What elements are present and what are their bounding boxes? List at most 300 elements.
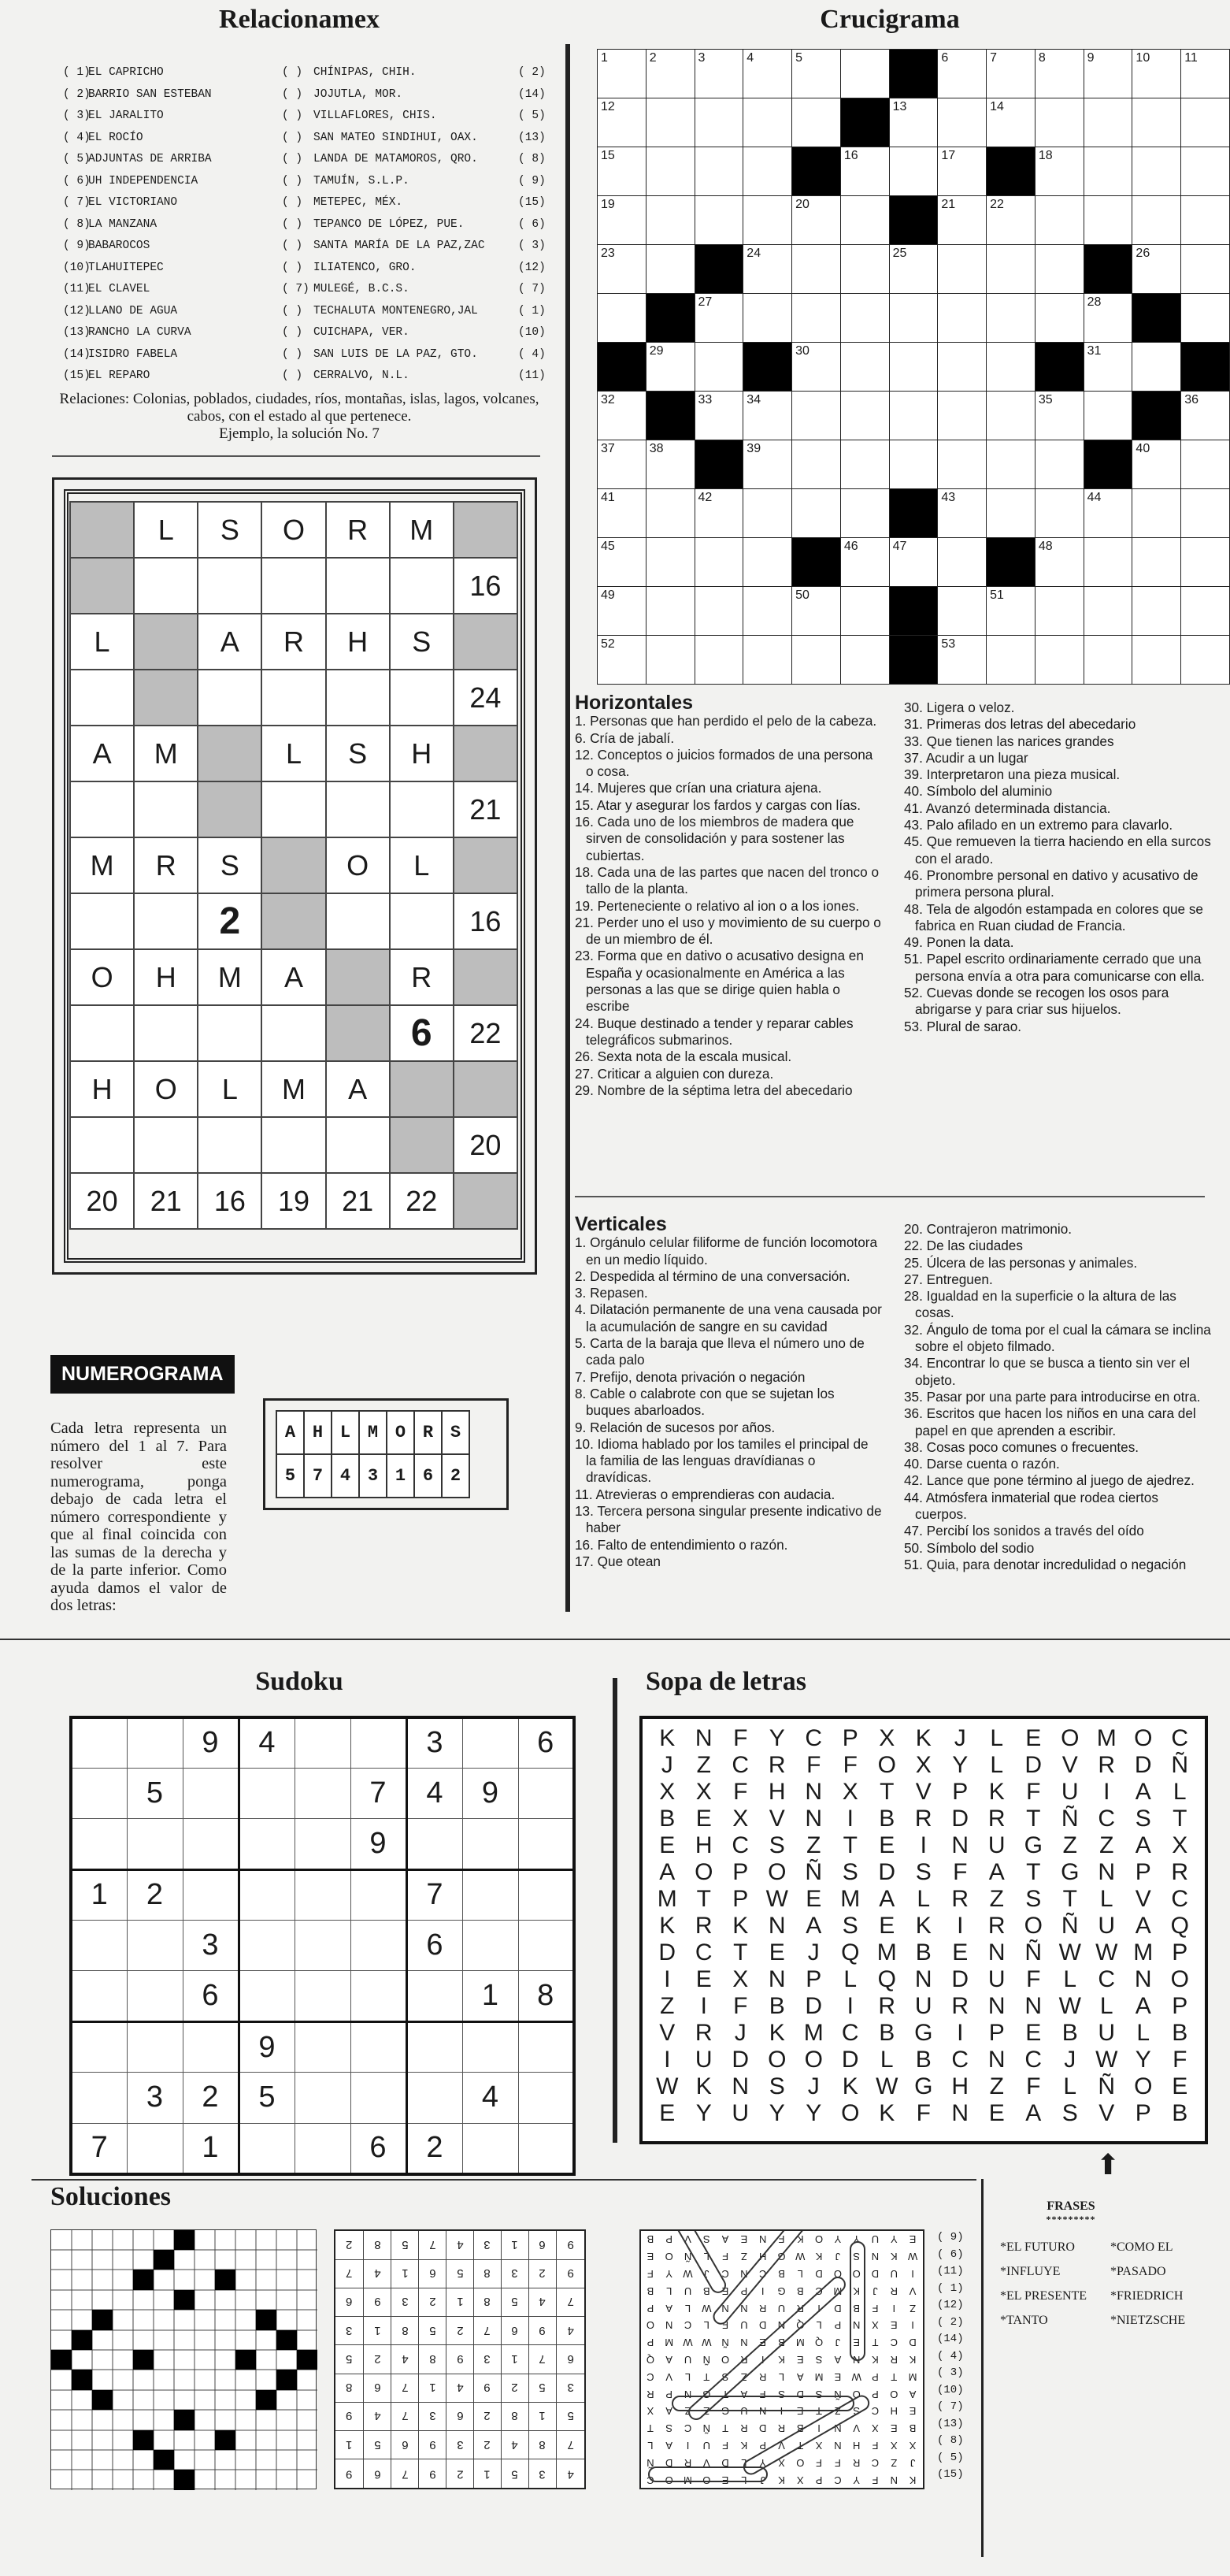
crossword-cell[interactable] [1035, 98, 1084, 147]
wordsearch-letter[interactable]: U [732, 2100, 750, 2126]
wordsearch-letter[interactable]: K [695, 2073, 712, 2099]
crossword-cell[interactable] [792, 245, 841, 294]
wordsearch-letter[interactable]: Q [877, 1966, 896, 1992]
wordsearch-letter[interactable]: C [951, 2047, 969, 2073]
wordsearch-letter[interactable]: L [1173, 1779, 1187, 1805]
sudoku-cell[interactable] [295, 1768, 350, 1818]
sudoku-grid[interactable] [69, 1716, 576, 2176]
crossword-cell[interactable]: 8 [1035, 50, 1084, 98]
crossword-cell[interactable] [1132, 343, 1181, 392]
wordsearch-letter[interactable]: X [732, 1806, 749, 1832]
wordsearch-letter[interactable]: Y [952, 1752, 969, 1778]
wordsearch-letter[interactable]: U [1098, 1913, 1116, 1939]
numerograma-cell[interactable]: 21 [326, 1173, 390, 1229]
crossword-cell[interactable]: 25 [889, 245, 938, 294]
crossword-cell[interactable]: 14 [987, 98, 1035, 147]
crossword-cell[interactable]: 53 [938, 636, 987, 685]
wordsearch-letter[interactable]: X [1172, 1832, 1188, 1858]
wordsearch-letter[interactable]: M [657, 1886, 677, 1912]
sudoku-cell[interactable] [518, 1921, 574, 1971]
wordsearch-letter[interactable]: A [879, 1886, 895, 1912]
crossword-cell[interactable]: 6 [938, 50, 987, 98]
wordsearch-letter[interactable]: C [1098, 1966, 1116, 1992]
sudoku-cell[interactable] [406, 2073, 462, 2123]
wordsearch-letter[interactable]: X [879, 1725, 895, 1751]
numerograma-cell[interactable]: L [390, 837, 454, 893]
sudoku-cell[interactable] [295, 1921, 350, 1971]
wordsearch-letter[interactable]: N [1134, 1966, 1152, 1992]
wordsearch-letter[interactable]: C [732, 1752, 750, 1778]
wordsearch-letter[interactable]: J [661, 1752, 673, 1778]
numerograma-cell[interactable] [198, 1005, 261, 1061]
wordsearch-letter[interactable]: J [807, 2073, 820, 2099]
crossword-cell[interactable] [889, 147, 938, 196]
numerograma-cell[interactable]: O [70, 949, 134, 1005]
crossword-cell[interactable] [646, 636, 695, 685]
wordsearch-letter[interactable]: O [768, 1859, 787, 1885]
sudoku-cell[interactable] [518, 2123, 574, 2173]
wordsearch-letter[interactable]: F [733, 1993, 748, 2019]
crossword-cell[interactable] [792, 440, 841, 489]
crossword-cell[interactable] [1181, 489, 1230, 538]
crossword-cell[interactable] [646, 538, 695, 587]
numerograma-cell[interactable] [70, 781, 134, 837]
sudoku-cell[interactable] [518, 2073, 574, 2123]
numerograma-cell[interactable] [390, 558, 454, 614]
wordsearch-letter[interactable]: G [1024, 1832, 1043, 1858]
crossword-cell[interactable] [695, 538, 743, 587]
crossword-cell[interactable]: 31 [1084, 343, 1132, 392]
wordsearch-letter[interactable]: P [1172, 1939, 1188, 1965]
crossword-cell[interactable]: 34 [743, 392, 792, 440]
crossword-cell[interactable]: 3 [695, 50, 743, 98]
wordsearch-letter[interactable]: D [732, 2047, 750, 2073]
crossword-cell[interactable]: 22 [987, 196, 1035, 245]
numerograma-cell[interactable]: 19 [261, 1173, 325, 1229]
numerograma-cell[interactable]: 16 [454, 893, 517, 949]
wordsearch-letter[interactable]: M [876, 1939, 897, 1965]
numerograma-cell[interactable] [134, 1005, 198, 1061]
wordsearch-letter[interactable]: H [951, 2073, 969, 2099]
crossword-cell[interactable] [889, 294, 938, 343]
wordsearch-letter[interactable]: N [1098, 1859, 1116, 1885]
crossword-cell[interactable]: 17 [938, 147, 987, 196]
numerograma-cell[interactable]: 16 [198, 1173, 261, 1229]
wordsearch-letter[interactable]: B [769, 1993, 785, 2019]
numerograma-cell[interactable]: L [261, 726, 325, 781]
crossword-cell[interactable] [695, 196, 743, 245]
crossword-cell[interactable]: 33 [695, 392, 743, 440]
wordsearch-letter[interactable]: C [1098, 1806, 1116, 1832]
wordsearch-letter[interactable]: F [843, 1752, 858, 1778]
wordsearch-letter[interactable]: J [734, 2020, 747, 2046]
crossword-cell[interactable] [938, 294, 987, 343]
numerograma-cell[interactable]: S [198, 502, 261, 558]
wordsearch-letter[interactable]: P [842, 1725, 858, 1751]
crossword-cell[interactable]: 42 [695, 489, 743, 538]
wordsearch-letter[interactable]: C [732, 1832, 750, 1858]
wordsearch-letter[interactable]: A [988, 1859, 1005, 1885]
sudoku-cell[interactable] [71, 1971, 127, 2021]
wordsearch-letter[interactable]: S [769, 2073, 785, 2099]
crossword-cell[interactable] [1035, 294, 1084, 343]
rel-answer-blank[interactable]: ( ) [282, 131, 303, 144]
sudoku-cell[interactable] [462, 2123, 518, 2173]
wordsearch-letter[interactable]: E [806, 1886, 822, 1912]
crossword-cell[interactable]: 7 [987, 50, 1035, 98]
crossword-cell[interactable] [938, 440, 987, 489]
crossword-cell[interactable] [938, 392, 987, 440]
wordsearch-letter[interactable]: I [847, 1806, 854, 1832]
sudoku-cell[interactable] [183, 1819, 239, 1869]
crossword-cell[interactable] [743, 587, 792, 636]
crossword-cell[interactable] [1035, 489, 1084, 538]
wordsearch-letter[interactable]: E [695, 1966, 712, 1992]
numerograma-cell[interactable] [134, 558, 198, 614]
wordsearch-letter[interactable]: E [659, 2100, 676, 2126]
wordsearch-letter[interactable]: I [957, 2020, 964, 2046]
wordsearch-letter[interactable]: N [805, 1806, 823, 1832]
wordsearch-letter[interactable]: R [695, 1913, 713, 1939]
wordsearch-letter[interactable]: S [1061, 2100, 1078, 2126]
crossword-cell[interactable] [1132, 587, 1181, 636]
rel-answer-blank[interactable]: ( ) [282, 174, 303, 187]
sudoku-cell[interactable] [295, 1971, 350, 2021]
wordsearch-letter[interactable]: B [915, 2047, 932, 2073]
wordsearch-letter[interactable]: G [1061, 1859, 1080, 1885]
sudoku-cell[interactable] [183, 1768, 239, 1818]
wordsearch-letter[interactable]: H [768, 1779, 786, 1805]
wordsearch-letter[interactable]: E [1172, 2073, 1188, 2099]
crossword-cell[interactable]: 12 [598, 98, 646, 147]
wordsearch-letter[interactable]: W [1095, 2047, 1118, 2073]
numerograma-cell[interactable]: R [134, 837, 198, 893]
numerograma-cell[interactable] [326, 893, 390, 949]
wordsearch-letter[interactable]: D [658, 1939, 676, 1965]
crossword-cell[interactable]: 16 [840, 147, 889, 196]
rel-answer-blank[interactable]: ( ) [282, 347, 303, 361]
sudoku-cell[interactable] [71, 1921, 127, 1971]
wordsearch-letter[interactable]: N [695, 1725, 713, 1751]
crossword-cell[interactable] [1132, 147, 1181, 196]
crossword-cell[interactable]: 32 [598, 392, 646, 440]
wordsearch-letter[interactable]: D [1134, 1752, 1152, 1778]
sudoku-cell[interactable] [295, 2073, 350, 2123]
wordsearch-letter[interactable]: G [914, 2020, 933, 2046]
wordsearch-letter[interactable]: Ñ [1061, 1806, 1079, 1832]
wordsearch-letter[interactable]: R [914, 1806, 932, 1832]
wordsearch-letter[interactable]: K [732, 1913, 749, 1939]
numerograma-cell[interactable]: R [390, 949, 454, 1005]
wordsearch-letter[interactable]: Y [769, 2100, 785, 2126]
sudoku-cell[interactable] [239, 1971, 295, 2021]
wordsearch-letter[interactable]: K [769, 2020, 785, 2046]
crossword-cell[interactable] [1181, 245, 1230, 294]
wordsearch-letter[interactable]: E [1025, 2020, 1042, 2046]
wordsearch-letter[interactable]: Ñ [805, 1859, 823, 1885]
crossword-cell[interactable] [840, 343, 889, 392]
wordsearch-letter[interactable]: N [987, 1993, 1006, 2019]
numerograma-cell[interactable] [198, 558, 261, 614]
crossword-cell[interactable]: 24 [743, 245, 792, 294]
crossword-cell[interactable] [1132, 489, 1181, 538]
wordsearch-letter[interactable]: B [1172, 2020, 1188, 2046]
sudoku-cell[interactable] [518, 1819, 574, 1869]
wordsearch-letter[interactable]: Z [989, 2073, 1004, 2099]
crossword-cell[interactable]: 38 [646, 440, 695, 489]
crossword-cell[interactable] [646, 489, 695, 538]
sudoku-cell[interactable] [350, 1971, 406, 2021]
rel-answer-blank[interactable]: ( ) [282, 326, 303, 339]
crossword-cell[interactable]: 39 [743, 440, 792, 489]
wordsearch-letter[interactable]: B [879, 2020, 895, 2046]
wordsearch-letter[interactable]: E [659, 1832, 676, 1858]
wordsearch-letter[interactable]: E [769, 1939, 785, 1965]
sudoku-cell[interactable] [183, 1869, 239, 1920]
wordsearch-letter[interactable]: U [914, 1993, 932, 2019]
numerograma-cell[interactable]: 22 [390, 1173, 454, 1229]
crossword-cell[interactable] [743, 538, 792, 587]
sudoku-cell[interactable] [239, 1869, 295, 1920]
numerograma-cell[interactable]: 21 [454, 781, 517, 837]
wordsearch-letter[interactable]: I [847, 1993, 854, 2019]
crossword-grid[interactable] [597, 49, 1230, 685]
crossword-cell[interactable] [1035, 636, 1084, 685]
numerograma-cell[interactable]: 6 [390, 1005, 454, 1061]
crossword-cell[interactable] [889, 392, 938, 440]
wordsearch-letter[interactable]: L [880, 2047, 894, 2073]
crossword-cell[interactable] [1181, 440, 1230, 489]
crossword-cell[interactable] [1132, 196, 1181, 245]
crossword-cell[interactable] [1035, 245, 1084, 294]
sudoku-cell[interactable] [127, 2123, 183, 2173]
crossword-cell[interactable] [938, 538, 987, 587]
crossword-cell[interactable]: 47 [889, 538, 938, 587]
sudoku-cell[interactable] [127, 1971, 183, 2021]
numerograma-cell[interactable]: A [70, 726, 134, 781]
wordsearch-letter[interactable]: E [988, 2100, 1005, 2126]
wordsearch-letter[interactable]: V [1135, 1886, 1151, 1912]
wordsearch-letter[interactable]: S [915, 1859, 932, 1885]
wordsearch-letter[interactable]: R [1098, 1752, 1116, 1778]
sudoku-cell[interactable] [71, 1819, 127, 1869]
wordsearch-letter[interactable]: O [1134, 1725, 1153, 1751]
wordsearch-letter[interactable]: P [1135, 1859, 1151, 1885]
wordsearch-letter[interactable]: R [951, 1993, 969, 2019]
wordsearch-letter[interactable]: V [915, 1779, 932, 1805]
wordsearch-letter[interactable]: P [1172, 1993, 1188, 2019]
crossword-cell[interactable] [840, 587, 889, 636]
crossword-cell[interactable] [840, 392, 889, 440]
wordsearch-letter[interactable]: Q [841, 1939, 860, 1965]
numerograma-cell[interactable] [326, 670, 390, 726]
wordsearch-letter[interactable]: F [1026, 2073, 1041, 2099]
wordsearch-letter[interactable]: I [957, 1913, 964, 1939]
wordsearch-letter[interactable]: A [1135, 1993, 1151, 2019]
crossword-cell[interactable] [743, 98, 792, 147]
sudoku-cell[interactable] [462, 1921, 518, 1971]
wordsearch-letter[interactable]: E [1025, 1725, 1042, 1751]
sudoku-cell[interactable] [406, 1971, 462, 2021]
sudoku-cell[interactable] [350, 1869, 406, 1920]
wordsearch-letter[interactable]: A [1135, 1779, 1151, 1805]
crossword-cell[interactable] [646, 98, 695, 147]
rel-answer-blank[interactable]: ( ) [282, 261, 303, 274]
sudoku-cell[interactable] [71, 2073, 127, 2123]
crossword-cell[interactable]: 51 [987, 587, 1035, 636]
numerograma-cell[interactable]: H [70, 1061, 134, 1117]
numerograma-cell[interactable] [261, 781, 325, 837]
wordsearch-letter[interactable]: S [842, 1859, 858, 1885]
wordsearch-letter[interactable]: I [664, 1966, 671, 1992]
crossword-cell[interactable] [792, 636, 841, 685]
wordsearch-letter[interactable]: T [1173, 1806, 1187, 1832]
rel-answer-blank[interactable]: ( 7) [282, 283, 309, 295]
crossword-cell[interactable] [695, 636, 743, 685]
wordsearch-letter[interactable]: W [656, 2073, 679, 2099]
crossword-cell[interactable]: 23 [598, 245, 646, 294]
crossword-cell[interactable] [792, 392, 841, 440]
numerograma-cell[interactable] [70, 893, 134, 949]
crossword-cell[interactable] [889, 343, 938, 392]
sudoku-cell[interactable] [350, 1921, 406, 1971]
numerograma-cell[interactable]: 24 [454, 670, 517, 726]
sudoku-cell[interactable] [295, 1717, 350, 1768]
crossword-cell[interactable]: 30 [792, 343, 841, 392]
sudoku-cell[interactable] [295, 1869, 350, 1920]
wordsearch-letter[interactable]: R [987, 1806, 1006, 1832]
numerograma-cell[interactable]: S [198, 837, 261, 893]
crossword-cell[interactable]: 46 [840, 538, 889, 587]
sudoku-cell[interactable] [239, 1768, 295, 1818]
wordsearch-letter[interactable]: Z [1062, 1832, 1077, 1858]
crossword-cell[interactable] [1084, 196, 1132, 245]
wordsearch-letter[interactable]: O [1024, 1913, 1043, 1939]
wordsearch-letter[interactable]: A [806, 1913, 822, 1939]
wordsearch-letter[interactable]: N [914, 1966, 932, 1992]
wordsearch-letter[interactable]: R [951, 1886, 969, 1912]
wordsearch-letter[interactable]: U [1098, 2020, 1116, 2046]
crossword-cell[interactable] [840, 245, 889, 294]
sudoku-cell[interactable] [127, 2021, 183, 2072]
crossword-cell[interactable] [1084, 538, 1132, 587]
sudoku-cell[interactable] [183, 2021, 239, 2072]
wordsearch-letter[interactable]: X [842, 1779, 858, 1805]
numerograma-cell[interactable] [326, 781, 390, 837]
numerograma-cell[interactable]: O [134, 1061, 198, 1117]
wordsearch-letter[interactable]: W [876, 2073, 898, 2099]
sudoku-cell[interactable] [127, 1921, 183, 1971]
wordsearch-letter[interactable]: A [659, 1859, 676, 1885]
crossword-cell[interactable] [646, 587, 695, 636]
wordsearch-letter[interactable]: M [803, 2020, 824, 2046]
numerograma-cell[interactable]: M [70, 837, 134, 893]
numerograma-cell[interactable]: M [261, 1061, 325, 1117]
wordsearch-letter[interactable]: B [1061, 2020, 1078, 2046]
wordsearch-letter[interactable]: N [951, 1832, 969, 1858]
numerograma-cell[interactable]: S [326, 726, 390, 781]
crossword-cell[interactable] [743, 294, 792, 343]
wordsearch-letter[interactable]: W [1095, 1939, 1118, 1965]
crossword-cell[interactable] [792, 489, 841, 538]
wordsearch-letter[interactable]: Z [806, 1832, 821, 1858]
wordsearch-letter[interactable]: S [769, 1832, 785, 1858]
crossword-cell[interactable] [1084, 587, 1132, 636]
wordsearch-letter[interactable]: K [915, 1913, 932, 1939]
crossword-cell[interactable] [987, 392, 1035, 440]
numerograma-cell[interactable]: 21 [134, 1173, 198, 1229]
wordsearch-letter[interactable]: M [840, 1886, 861, 1912]
numerograma-cell[interactable] [326, 558, 390, 614]
wordsearch-letter[interactable]: Y [806, 2100, 822, 2126]
wordsearch-letter[interactable]: T [733, 1939, 748, 1965]
wordsearch-letter[interactable]: F [806, 1752, 821, 1778]
wordsearch-letter[interactable]: D [841, 2047, 859, 2073]
wordsearch-letter[interactable]: K [659, 1725, 676, 1751]
wordsearch-letter[interactable]: A [1135, 1832, 1151, 1858]
wordsearch-letter[interactable]: L [1136, 2020, 1150, 2046]
wordsearch-letter[interactable]: R [878, 1993, 896, 2019]
numerograma-cell[interactable] [390, 893, 454, 949]
wordsearch-letter[interactable]: R [987, 1913, 1006, 1939]
crossword-cell[interactable]: 48 [1035, 538, 1084, 587]
wordsearch-letter[interactable]: V [769, 1806, 785, 1832]
wordsearch-letter[interactable]: G [914, 2073, 933, 2099]
wordsearch-letter[interactable]: A [1135, 1913, 1151, 1939]
wordsearch-letter[interactable]: V [659, 2020, 676, 2046]
wordsearch-letter[interactable]: Z [989, 1886, 1004, 1912]
wordsearch-letter[interactable]: J [1064, 2047, 1076, 2073]
numerograma-cell[interactable]: A [326, 1061, 390, 1117]
crossword-cell[interactable]: 52 [598, 636, 646, 685]
numerograma-cell[interactable]: 20 [454, 1117, 517, 1173]
wordsearch-letter[interactable]: W [765, 1886, 788, 1912]
wordsearch-letter[interactable]: L [1099, 1993, 1113, 2019]
wordsearch-letter[interactable]: T [1062, 1886, 1077, 1912]
wordsearch-letter[interactable]: O [1134, 2073, 1153, 2099]
crossword-cell[interactable]: 28 [1084, 294, 1132, 343]
wordsearch-letter[interactable]: N [1024, 1993, 1043, 2019]
numerograma-cell[interactable]: L [70, 614, 134, 670]
wordsearch-letter[interactable]: Y [695, 2100, 712, 2126]
crossword-cell[interactable]: 9 [1084, 50, 1132, 98]
wordsearch-letter[interactable]: O [695, 1859, 713, 1885]
crossword-cell[interactable]: 15 [598, 147, 646, 196]
wordsearch-letter[interactable]: U [695, 2047, 713, 2073]
wordsearch-letter[interactable]: O [804, 2047, 823, 2073]
crossword-cell[interactable] [938, 98, 987, 147]
sudoku-cell[interactable] [462, 1819, 518, 1869]
crossword-cell[interactable]: 10 [1132, 50, 1181, 98]
wordsearch-letter[interactable]: O [841, 2100, 860, 2126]
sudoku-cell[interactable] [518, 1768, 574, 1818]
crossword-cell[interactable] [1132, 98, 1181, 147]
wordsearch-letter[interactable]: E [879, 1913, 895, 1939]
wordsearch-letter[interactable]: P [806, 1966, 822, 1992]
wordsearch-letter[interactable]: I [1103, 1779, 1110, 1805]
crossword-cell[interactable] [695, 343, 743, 392]
wordsearch-letter[interactable]: S [842, 1913, 858, 1939]
crossword-cell[interactable]: 19 [598, 196, 646, 245]
wordsearch-letter[interactable]: L [1063, 2073, 1077, 2099]
crossword-cell[interactable] [1084, 636, 1132, 685]
crossword-cell[interactable] [840, 636, 889, 685]
sudoku-cell[interactable] [350, 2073, 406, 2123]
numerograma-cell[interactable]: A [261, 949, 325, 1005]
numerograma-cell[interactable] [134, 893, 198, 949]
crossword-cell[interactable] [840, 196, 889, 245]
numerograma-cell[interactable]: S [390, 614, 454, 670]
